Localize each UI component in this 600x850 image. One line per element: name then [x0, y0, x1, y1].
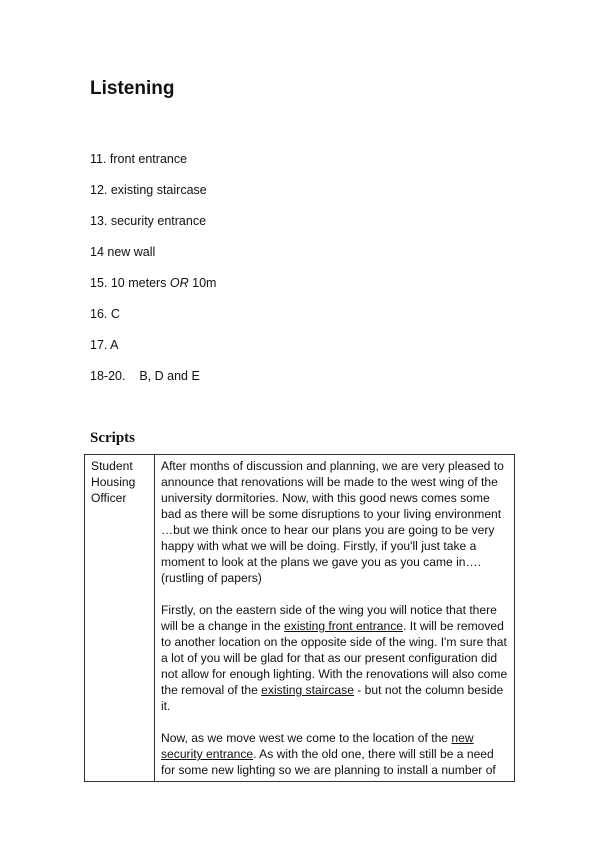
underlined-answer: existing staircase [261, 683, 354, 697]
script-text: Firstly, on the eastern side of the wing you will notice that there will be a change in the [161, 603, 497, 633]
answer-emphasis: OR [169, 276, 189, 290]
answer-item: 13. security entrance [90, 214, 207, 228]
script-text: . As with the old one, there will still be a need for some new lighting so we are planning to install a number of [161, 747, 496, 777]
speaker-cell [85, 455, 155, 782]
scripts-heading: Scripts [90, 430, 135, 446]
script-paragraph [161, 602, 509, 714]
answer-part: 15. 10 meters [90, 276, 170, 290]
underlined-answer: existing front entrance [284, 619, 404, 633]
page-title: Listening [90, 78, 175, 99]
answer-item: 11. front entrance [90, 152, 188, 166]
answer-item [90, 275, 216, 306]
script-text: Now, as we move west we come to the location of the [161, 731, 452, 745]
speaker-line: Housing [91, 475, 136, 489]
answer-item: 18-20. B, D and E [90, 369, 200, 383]
script-text: - but not the column beside it. [161, 683, 504, 713]
script-table [84, 454, 515, 782]
speech-cell [155, 455, 515, 782]
answer-item: 16. C [90, 307, 120, 321]
script-text: . It will be removed to another location on the opposite side of the wing. I'm sure that a lot of you will be glad for that as our present configuration did not allow for enough lighting. With the renovations will also come the removal of the [161, 619, 508, 697]
speaker-line: Student [91, 459, 133, 473]
table-row [85, 455, 515, 782]
script-paragraph [161, 730, 509, 778]
answer-item: 12. existing staircase [90, 183, 207, 197]
answer-item: 14 new wall [90, 245, 156, 259]
speaker-line: Officer [91, 491, 127, 505]
answer-list [90, 151, 216, 399]
answer-item: 17. A [90, 338, 119, 352]
script-paragraph: After months of discussion and planning, we are very pleased to announce that renovations will be made to the west wing of the university dormitories. Now, with this good news comes some bad as there will be some disruptions to your living environment …but we think once to hear our plans you are going to be very happy with what we will be doing. Firstly, if you'll just take a moment to look at the plans we gave you as you came in….(rustling of papers) [161, 459, 504, 585]
answer-part: 10m [188, 276, 217, 290]
underlined-answer: new security entrance [161, 731, 474, 761]
